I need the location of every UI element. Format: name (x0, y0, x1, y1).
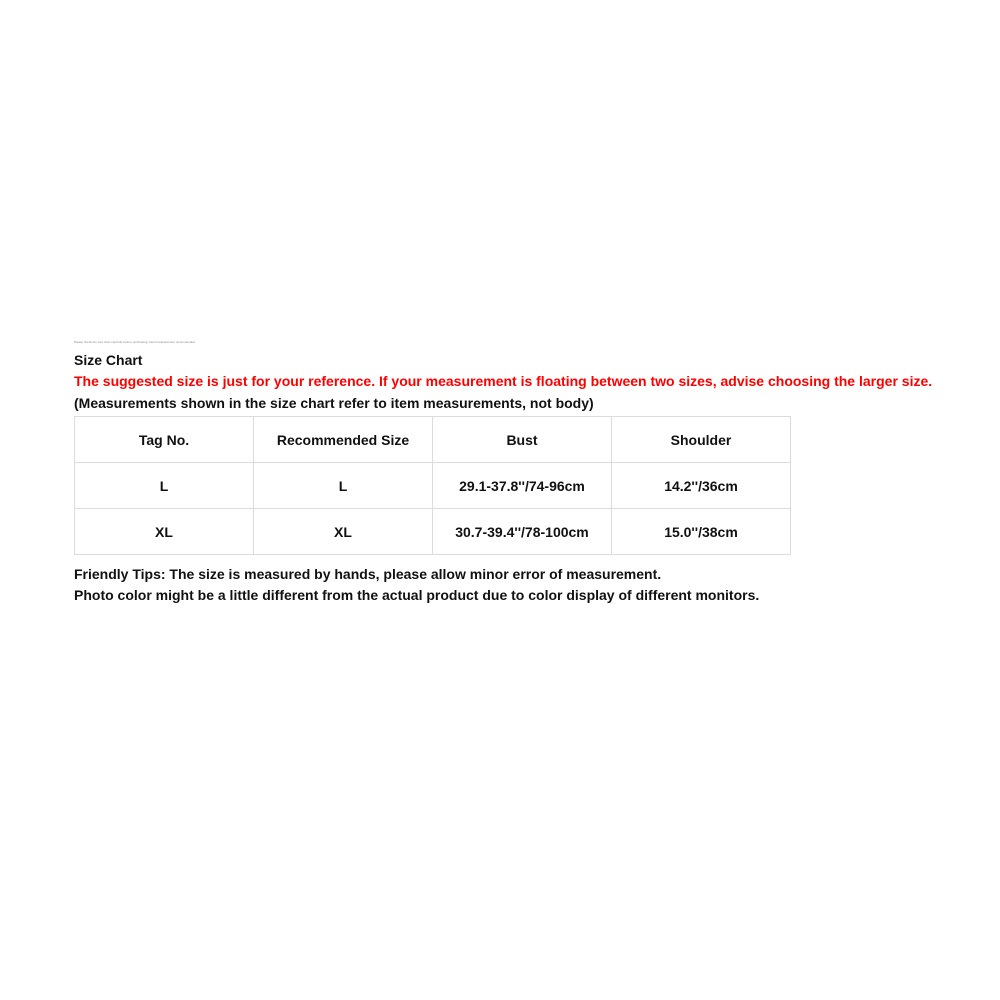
size-table (74, 416, 791, 555)
tiny-note: Please check the size chart carefully before purchasing, hand measurement recommended. (74, 340, 196, 344)
cell-bust: 30.7-39.4''/78-100cm (433, 509, 612, 555)
tips-section (74, 564, 934, 606)
cell-recommended-size: L (254, 463, 433, 509)
cell-recommended-size: XL (254, 509, 433, 555)
table-row (75, 509, 791, 555)
measurement-note: (Measurements shown in the size chart refer to item measurements, not body) (74, 395, 594, 411)
table-row (75, 463, 791, 509)
table-header-row (75, 417, 791, 463)
cell-tag-no: L (75, 463, 254, 509)
cell-tag-no: XL (75, 509, 254, 555)
size-chart-title: Size Chart (74, 352, 143, 368)
header-recommended-size: Recommended Size (254, 417, 433, 463)
friendly-tip: Friendly Tips: The size is measured by hands, please allow minor error of measurement. (74, 566, 662, 582)
header-tag-no: Tag No. (75, 417, 254, 463)
cell-shoulder: 15.0''/38cm (612, 509, 791, 555)
color-disclaimer: Photo color might be a little different from the actual product due to color display of different monitors. (74, 587, 760, 603)
size-chart-sheet (74, 340, 934, 606)
cell-bust: 29.1-37.8''/74-96cm (433, 463, 612, 509)
size-warning: The suggested size is just for your reference. If your measurement is floating between two sizes, advise choosing the larger size. (74, 373, 933, 389)
cell-shoulder: 14.2''/36cm (612, 463, 791, 509)
header-bust: Bust (433, 417, 612, 463)
header-shoulder: Shoulder (612, 417, 791, 463)
